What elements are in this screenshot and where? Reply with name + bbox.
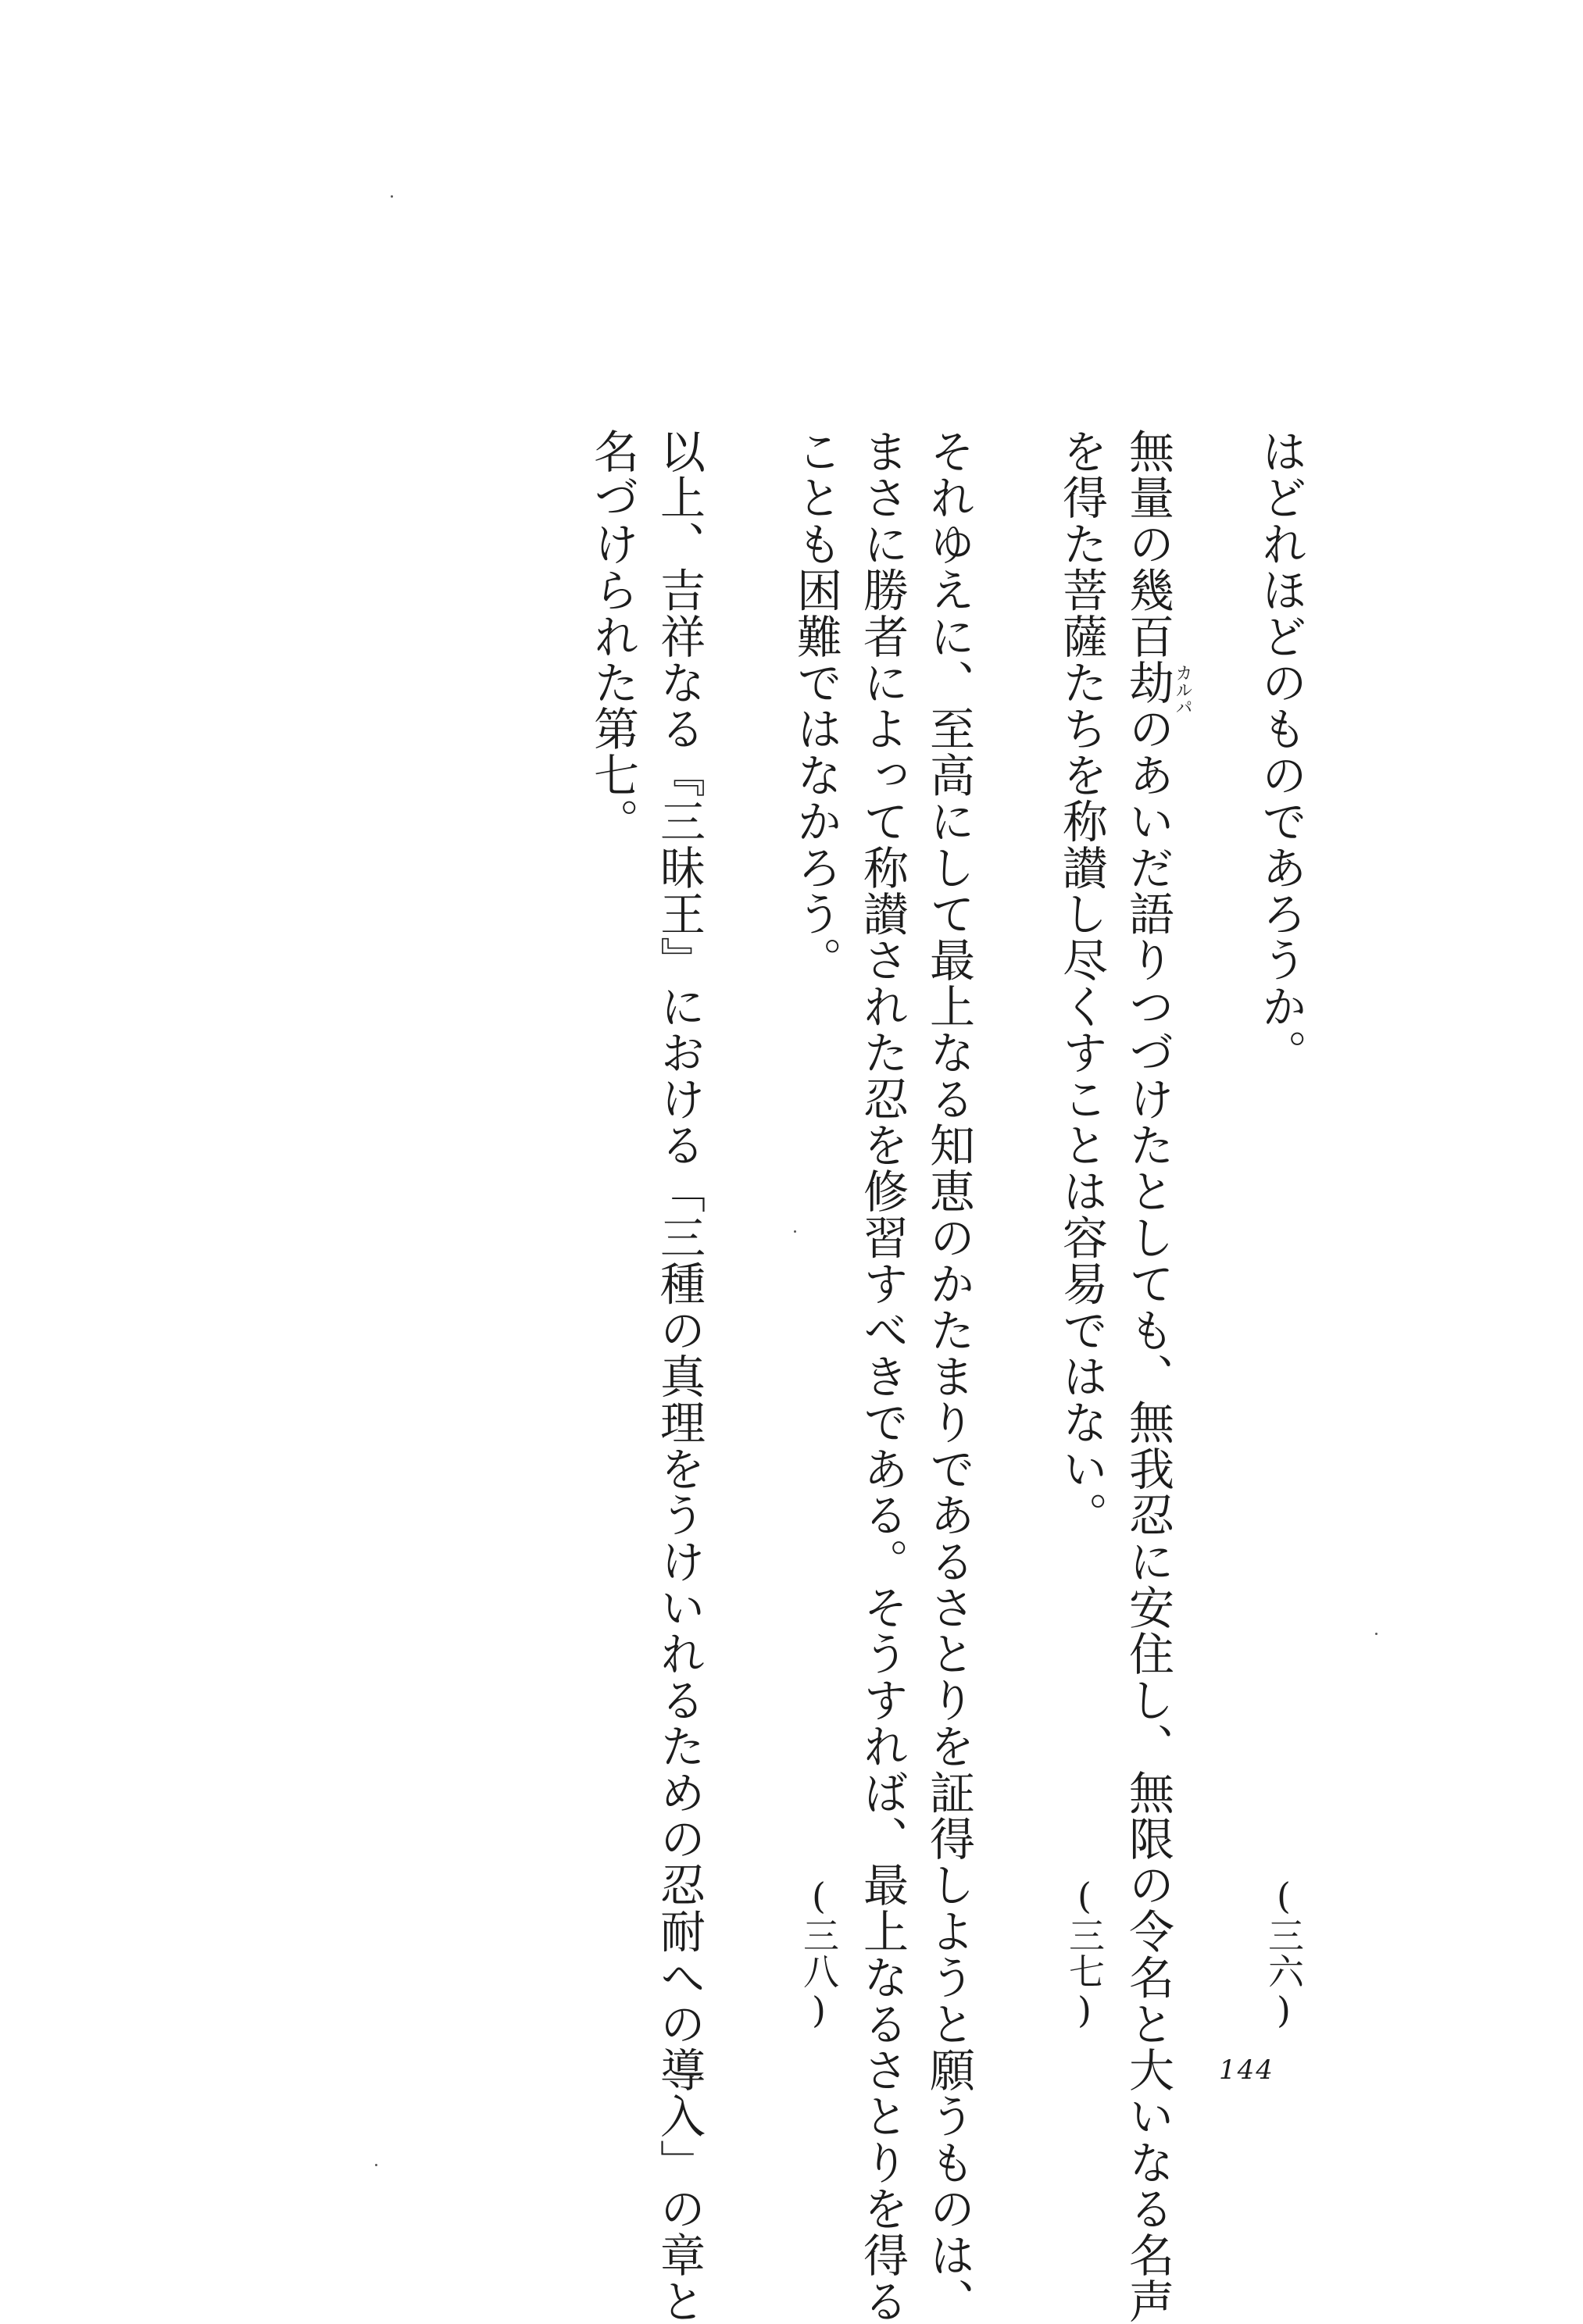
scan-speck bbox=[794, 1230, 796, 1233]
scan-speck bbox=[375, 2164, 377, 2166]
text-line-7: 以上、吉祥なる『三昧王』における「三種の真理をうけいれるための忍耐への導入」の章と bbox=[652, 428, 706, 2324]
scan-speck bbox=[1375, 1633, 1378, 1635]
text-line-2: 無量の幾百劫のあいだ語りつづけたとしても、無我忍に安住し、無限の令名と大いなる名声 bbox=[1121, 428, 1174, 2324]
text-line-3: を得た菩薩たちを称讃し尽くすことは容易ではない。 bbox=[1055, 428, 1108, 1538]
scan-speck bbox=[391, 195, 393, 198]
text-line-8: 名づけられた第七。 bbox=[586, 428, 639, 844]
text-line-6: ことも困難ではなかろう。 bbox=[789, 428, 842, 984]
verse-number-38: (三八) bbox=[798, 1875, 840, 2031]
verse-number-36: (三六) bbox=[1263, 1875, 1305, 2031]
page-number: 144 bbox=[1219, 2054, 1274, 2086]
verse-number-37: (三七) bbox=[1063, 1875, 1106, 2031]
text-line-5: まさに勝者によって称讃された忍を修習すべきである。そうすれば、最上なるさとりを得る bbox=[856, 428, 909, 2324]
ruby-reading: カルパ bbox=[1173, 664, 1192, 716]
text-line-4: それゆえに、至高にして最上なる知恵のかたまりであるさとりを証得しようと願うものは、 bbox=[922, 428, 975, 2324]
text-line-1: はどれほどのものであろうか。 bbox=[1254, 428, 1307, 1076]
